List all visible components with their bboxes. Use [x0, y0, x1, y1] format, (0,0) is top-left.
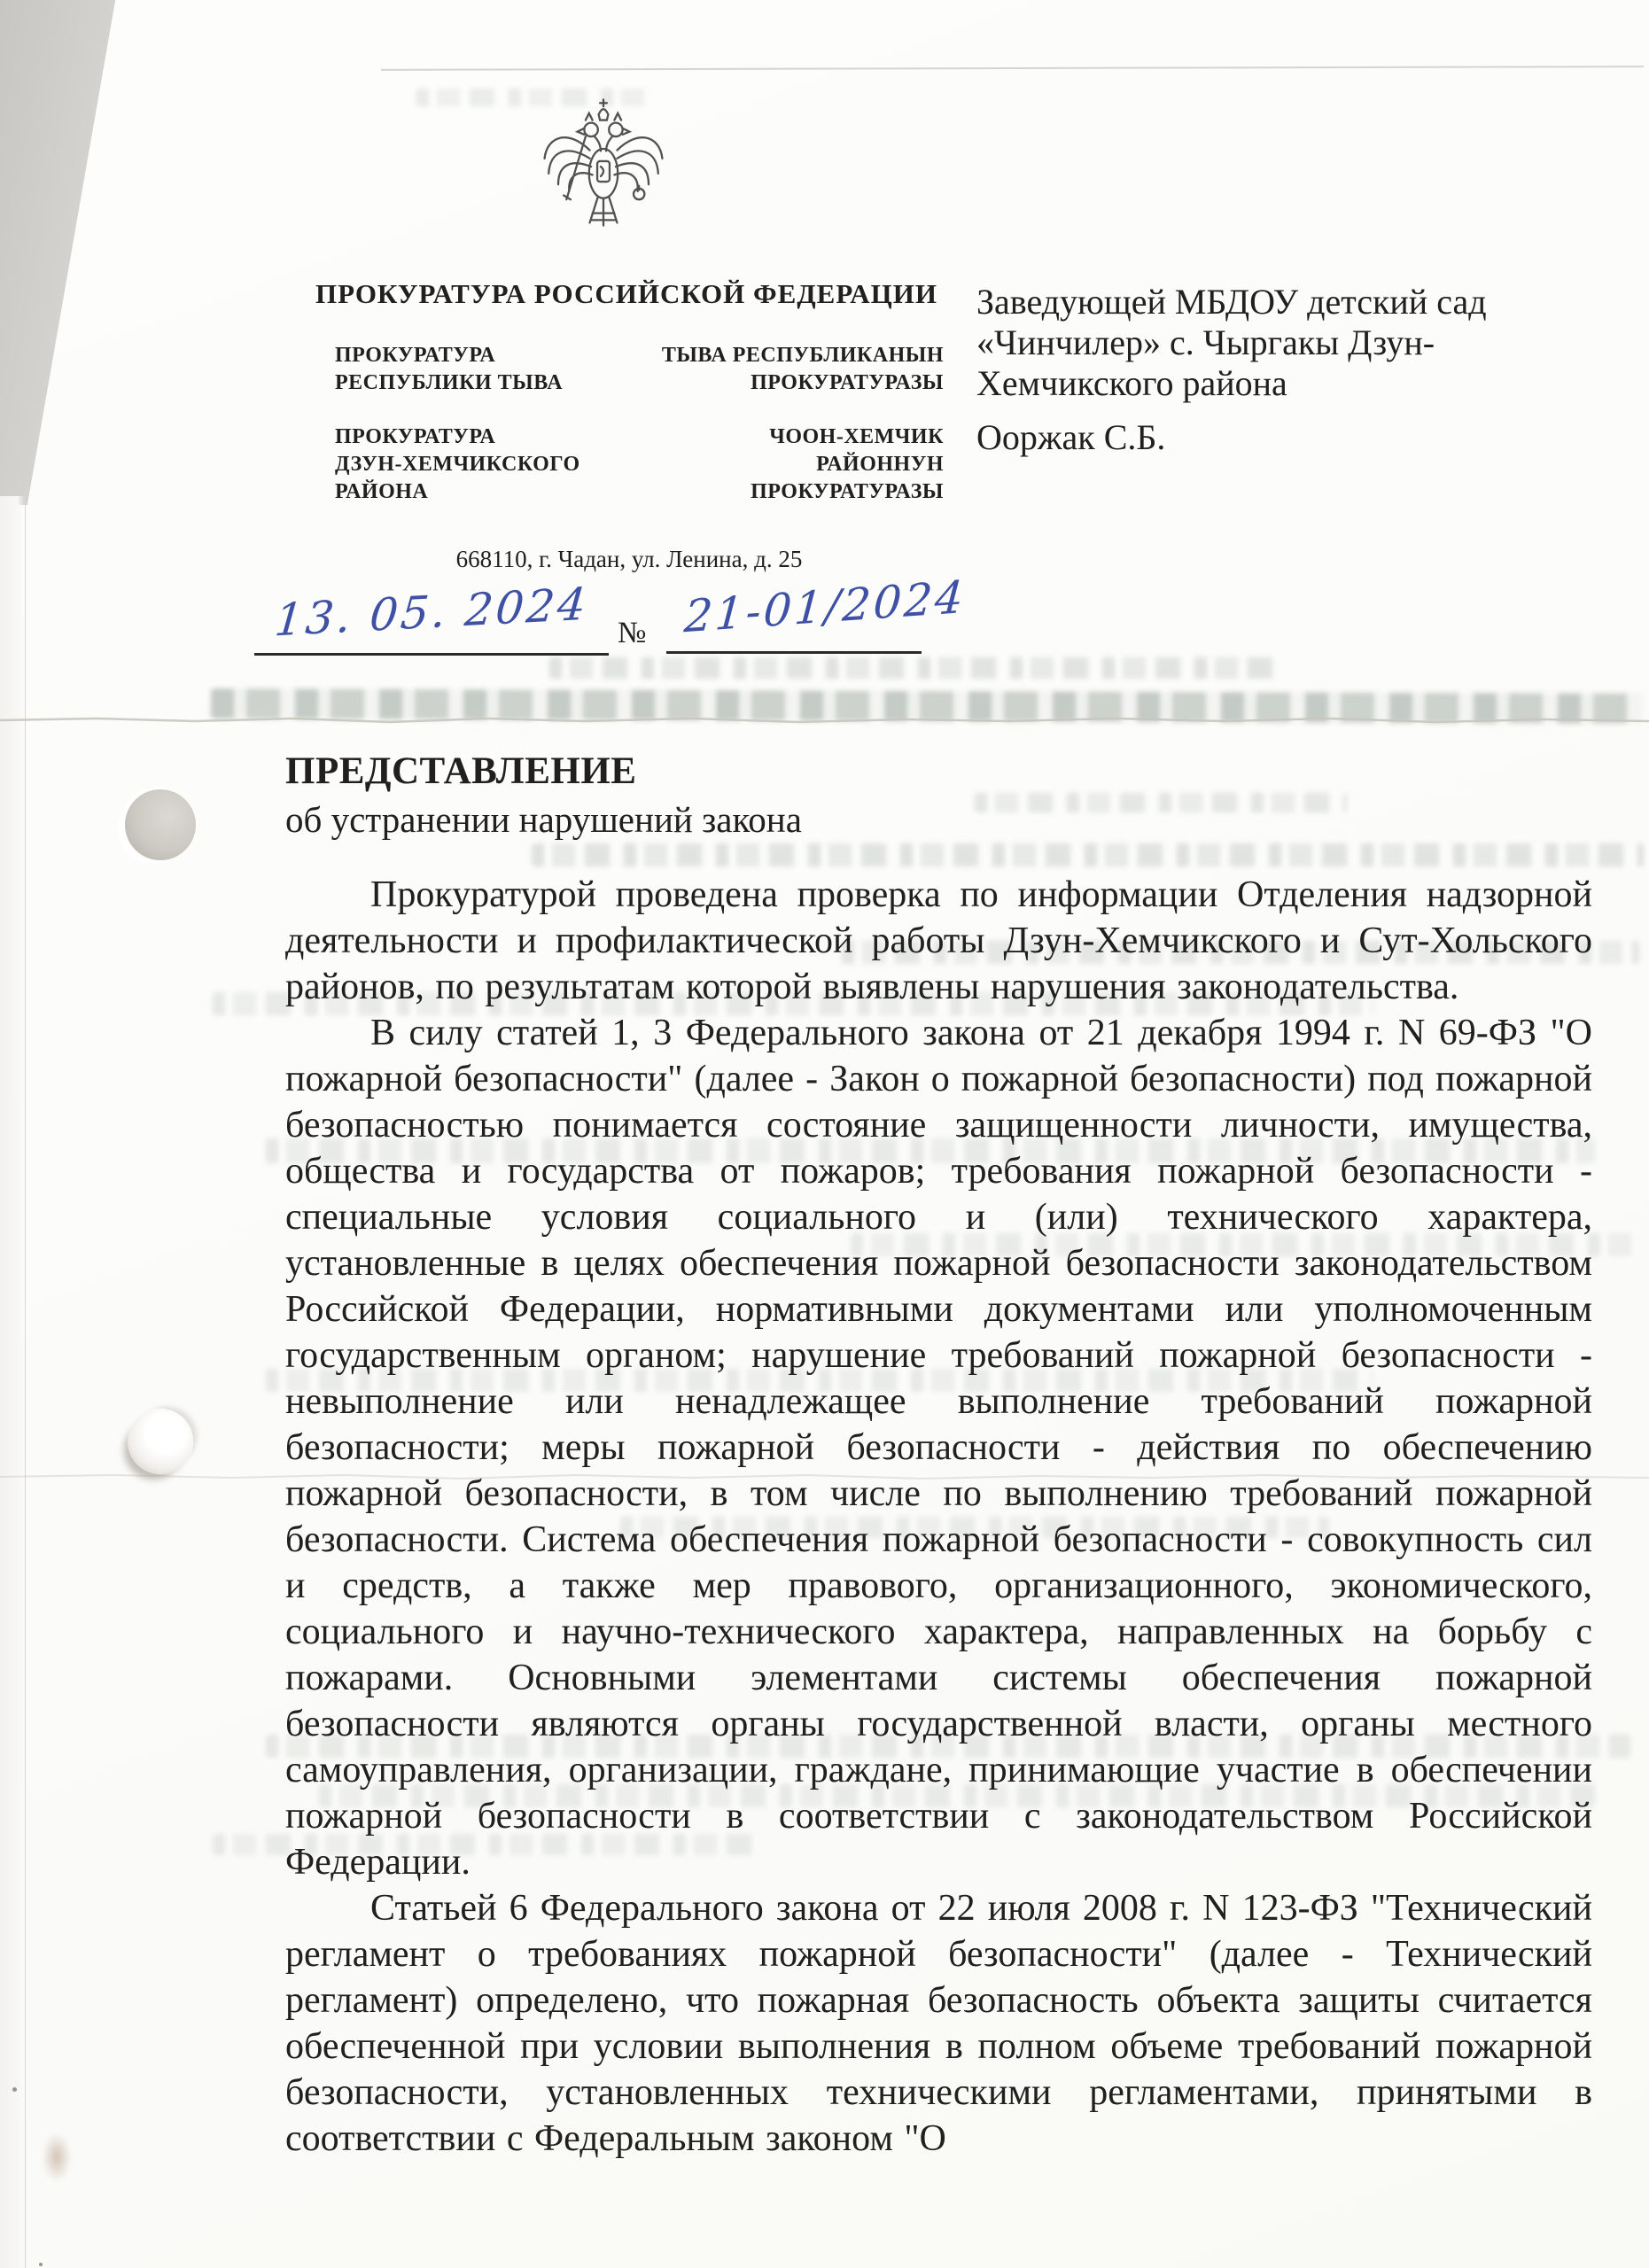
letterhead-right-top — [651, 342, 944, 397]
number-underline — [666, 651, 922, 654]
document-title: ПРЕДСТАВЛЕНИЕ — [285, 750, 637, 792]
handwritten-date: 13. 05. 2024 — [272, 578, 591, 647]
letterhead-line: ПРОКУРАТУРА — [335, 425, 496, 448]
letterhead-line: ПРОКУРАТУРАЗЫ — [751, 480, 944, 503]
hole-punch — [125, 789, 196, 860]
bleed-through-artifact — [532, 843, 1644, 866]
page-edge-artifact — [381, 66, 1644, 71]
letterhead-line: РАЙОННУН — [816, 453, 944, 476]
speck-artifact — [12, 2087, 17, 2092]
recipient-line: «Чинчилер» с. Чыргакы Дзун- — [976, 322, 1435, 362]
recipient-block — [976, 282, 1561, 404]
letterhead-line: ТЫВА РЕСПУБЛИКАНЫН — [661, 344, 944, 367]
handwritten-number: 21-01/2024 — [682, 571, 968, 643]
bleed-through-artifact — [549, 657, 1285, 679]
paragraph: Статьей 6 Федерального закона от 22 июля 2008 г. N 123-ФЗ "Технический регламент о требованиях пожарной безопасности" (далее - Технический регламент) определено, что пожарная безопасность объекта защиты считается обеспеченной при условии выполнения в полном объеме требований пожарной безопасности, установленных техническими регламентами, принятыми в соответствии с Федеральным законом "О — [285, 1888, 1592, 2159]
date-underline — [254, 653, 609, 656]
paragraph: В силу статей 1, 3 Федерального закона от 21 декабря 1994 г. N 69-ФЗ "О пожарной безопасности" (далее - Закон о пожарной безопасности) под пожарной безопасностью понимается состояние защищенности личности, имущества, общества и государства от пожаров; требования пожарной безопасности - специальные условия социального и (или) технического характера, установленные в целях обеспечения пожарной безопасности законодательством Российской Федерации, нормативными документами или уполномоченным государственным органом; нарушение требований пожарной безопасности - невыполнение или ненадлежащее выполнение требований пожарной безопасности; меры пожарной безопасности - действия по обеспечению пожарной безопасности, в том числе по выполнению требований пожарной безопасности. Система обеспечения пожарной безопасности - совокупность сил и средств, а также мер правового, организационного, экономического, социального и научно-технического характера, направленных на борьбу с пожарами. Основными элементами системы обеспечения пожарной безопасности являются органы государственной власти, органы местного самоуправления, организации, граждане, принимающие участие в обеспечении пожарной безопасности в соответствии с законодательством Российской Федерации. — [285, 1013, 1592, 1883]
letterhead-line: РАЙОНА — [335, 480, 429, 503]
letterhead-left-top — [335, 342, 563, 397]
stain-artifact — [43, 2133, 71, 2181]
letterhead-line: ПРОКУРАТУРА — [335, 344, 496, 367]
letterhead-line: РЕСПУБЛИКИ ТЫВА — [335, 371, 564, 394]
letterhead-address: 668110, г. Чадан, ул. Ленина, д. 25 — [455, 546, 803, 572]
letterhead-right-bottom — [651, 423, 944, 506]
letterhead-federation-title: ПРОКУРАТУРА РОССИЙСКОЙ ФЕДЕРАЦИИ — [315, 278, 938, 309]
letterhead-line: ПРОКУРАТУРАЗЫ — [751, 371, 944, 394]
number-sign: № — [618, 617, 647, 649]
document-subtitle: об устранении нарушений закона — [285, 799, 802, 840]
document-body — [285, 872, 1592, 2162]
russian-coat-of-arms-icon — [528, 76, 679, 267]
letterhead-line: ДЗУН-ХЕМЧИКСКОГО — [335, 453, 580, 476]
letterhead-line: ЧООН-ХЕМЧИК — [769, 425, 944, 448]
recipient-line: Заведующей МБДОУ детский сад — [976, 282, 1487, 322]
paper-crease-artifact — [0, 716, 1649, 725]
speck-artifact — [39, 2263, 43, 2266]
hole-punch — [128, 1409, 193, 1474]
recipient-line: Хемчикского района — [976, 363, 1287, 403]
page-edge-artifact — [0, 496, 26, 2268]
letterhead-left-bottom — [335, 423, 580, 506]
scan-edge-artifact — [0, 0, 124, 505]
recipient-name: Ооржак С.Б. — [976, 417, 1166, 457]
bleed-through-artifact — [975, 793, 1347, 812]
paragraph: Прокуратурой проведена проверка по информации Отделения надзорной деятельности и профилактической работы Дзун-Хемчикского и Сут-Хольского районов, по результатам которой выявлены нарушения законодательства. — [285, 874, 1592, 1007]
